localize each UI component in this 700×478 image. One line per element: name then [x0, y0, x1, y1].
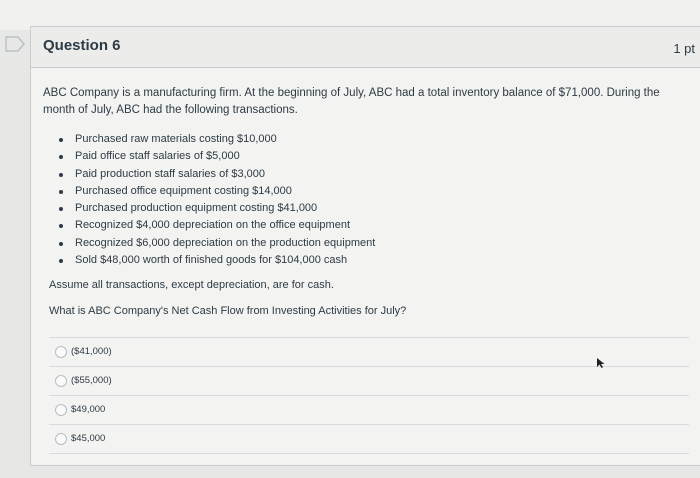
transaction-item: Sold $48,000 worth of finished goods for $104,000 cash: [57, 252, 683, 269]
transaction-list: [43, 131, 683, 269]
transaction-item: Purchased raw materials costing $10,000: [57, 131, 683, 148]
transaction-item: Paid office staff salaries of $5,000: [57, 148, 683, 165]
question-prompt: What is ABC Company's Net Cash Flow from Investing Activities for July?: [49, 305, 407, 317]
radio-button[interactable]: [55, 375, 67, 387]
assumption-text: Assume all transactions, except depreciation, are for cash.: [49, 279, 334, 291]
answer-label[interactable]: ($41,000): [71, 346, 112, 357]
answer-label[interactable]: $49,000: [71, 404, 106, 415]
answer-option[interactable]: [49, 367, 689, 396]
mouse-pointer-icon: [597, 358, 605, 368]
answer-list: [49, 337, 689, 454]
radio-button[interactable]: [55, 404, 67, 416]
answer-label[interactable]: $45,000: [71, 433, 106, 444]
flag-question-icon[interactable]: [4, 36, 26, 52]
question-title: Question 6: [43, 37, 121, 54]
question-points: 1 pt: [673, 41, 695, 56]
transaction-item: Purchased production equipment costing $41,000: [57, 200, 683, 217]
question-header: [31, 27, 700, 68]
answer-option[interactable]: [49, 337, 689, 367]
transaction-item: Purchased office equipment costing $14,000: [57, 183, 683, 200]
question-card: [30, 26, 700, 466]
transaction-item: Recognized $6,000 depreciation on the production equipment: [57, 235, 683, 252]
answer-option[interactable]: [49, 425, 689, 454]
transaction-item: Paid production staff salaries of $3,000: [57, 166, 683, 183]
transaction-item: Recognized $4,000 depreciation on the office equipment: [57, 217, 683, 234]
radio-button[interactable]: [55, 433, 67, 445]
answer-option[interactable]: [49, 396, 689, 425]
question-body: [43, 85, 683, 269]
question-intro: ABC Company is a manufacturing firm. At the beginning of July, ABC had a total inventory balance of $71,000. During the month of July, ABC had the following transactions.: [43, 87, 660, 116]
radio-button[interactable]: [55, 346, 67, 358]
answer-label[interactable]: ($55,000): [71, 375, 112, 386]
